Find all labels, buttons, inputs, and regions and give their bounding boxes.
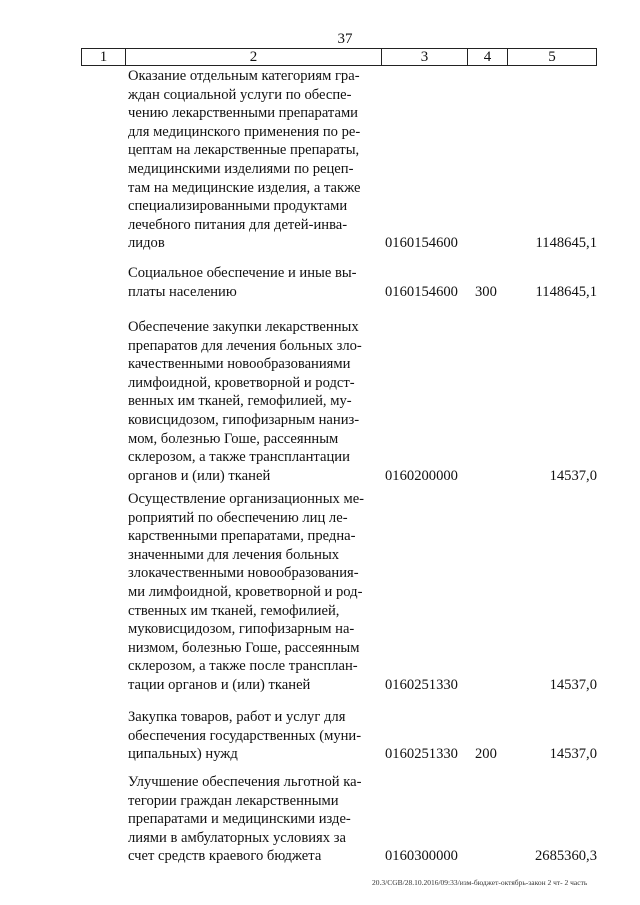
description-line: злокачественными новообразования- [128, 565, 359, 582]
row-code: 0160251330 [385, 677, 458, 693]
header-col-4: 4 [467, 49, 507, 65]
description-line: лечебного питания для детей-инва- [128, 216, 348, 233]
description-line: тации органов и (или) тканей [128, 676, 311, 693]
description-line: препаратами и медицинскими изде- [128, 811, 351, 828]
description-line: платы населению [128, 283, 237, 300]
row-amount: 14537,0 [549, 467, 597, 484]
row-description [128, 773, 374, 866]
description-line: ственных им тканей, гемофилией, [128, 602, 340, 619]
header-col-5: 5 [507, 49, 596, 65]
description-line: Обеспечение закупки лекарственных [128, 319, 359, 335]
description-line: Социальное обеспечение и иные вы- [128, 265, 357, 281]
description-line: лидов [128, 235, 165, 252]
description-line: карственными препаратами, предна- [128, 528, 356, 545]
description-line: значенными для лечения больных [128, 546, 340, 563]
row-description [128, 490, 374, 695]
footer-note: 20.3/CGB/28.10.2016/09:33/изм-бюджет-октябрь-закон 2 чт- 2 часть [372, 878, 588, 887]
description-line: ми лимфоидной, кроветворной и род- [128, 583, 363, 600]
description-line: там на медицинские изделия, а также [128, 179, 361, 196]
description-line: низмом, болезнью Гоше, рассеянным [128, 639, 360, 656]
description-line: цептам на лекарственные препараты, [128, 142, 360, 159]
header-col-1: 1 [99, 49, 108, 65]
description-line: обеспечения государственных (муни- [128, 727, 362, 744]
page-number: 37 [337, 31, 353, 47]
description-line: мом, болезнью Гоше, рассеянным [128, 430, 339, 447]
description-line: лиями в амбулаторных условиях за [128, 829, 346, 846]
description-line: ковисцидозом, гипофизарным наниз- [128, 411, 360, 428]
table-header [81, 48, 597, 66]
row-description [128, 264, 374, 301]
description-line: для медицинского применения по ре- [128, 123, 361, 140]
row-code: 0160300000 [385, 848, 458, 865]
description-line: органов и (или) тканей [128, 467, 271, 484]
row-code: 0160154600 [385, 283, 458, 300]
description-line: чению лекарственными препаратами [128, 105, 358, 122]
row-code: 0160251330 [385, 746, 458, 763]
description-line: склерозом, а также трансплантации [128, 449, 350, 466]
description-line: склерозом, а также после трансплан- [128, 658, 358, 675]
row-amount: 1148645,1 [535, 283, 597, 300]
row-description [128, 67, 374, 253]
description-line: ждан социальной услуги по обеспе- [128, 86, 352, 103]
description-line: Осуществление организационных ме- [128, 491, 365, 507]
description-line: лимфоидной, кроветворной и родст- [128, 374, 355, 391]
header-col-2: 2 [125, 49, 381, 65]
row-amount: 14537,0 [549, 746, 597, 763]
description-line: венных им тканей, гемофилией, му- [128, 393, 352, 410]
row-description [128, 708, 374, 764]
description-line: Оказание отдельным категориям гра- [128, 68, 360, 84]
row-code: 0160154600 [385, 235, 458, 252]
header-col-3: 3 [381, 49, 467, 65]
description-line: Закупка товаров, работ и услуг для [128, 709, 346, 725]
description-line: тегории граждан лекарственными [128, 792, 339, 809]
row-expense-type: 200 [475, 746, 497, 763]
row-expense-type: 300 [475, 283, 497, 300]
row-amount: 1148645,1 [535, 235, 597, 252]
description-line: Улучшение обеспечения льготной ка- [128, 774, 362, 790]
description-line: муковисцидозом, гипофизарным на- [128, 621, 355, 638]
row-code: 0160200000 [385, 467, 458, 484]
description-line: счет средств краевого бюджета [128, 848, 322, 865]
description-line: роприятий по обеспечению лиц ле- [128, 509, 348, 526]
description-line: медицинскими изделиями по рецеп- [128, 160, 354, 177]
description-line: ципальных) нужд [128, 746, 238, 763]
row-amount: 2685360,3 [534, 848, 597, 865]
description-line: специализированными продуктами [128, 198, 348, 215]
row-amount: 14537,0 [549, 677, 597, 693]
description-line: препаратов для лечения больных зло- [128, 337, 362, 354]
description-line: качественными новообразованиями [128, 356, 351, 373]
row-description [128, 318, 374, 485]
